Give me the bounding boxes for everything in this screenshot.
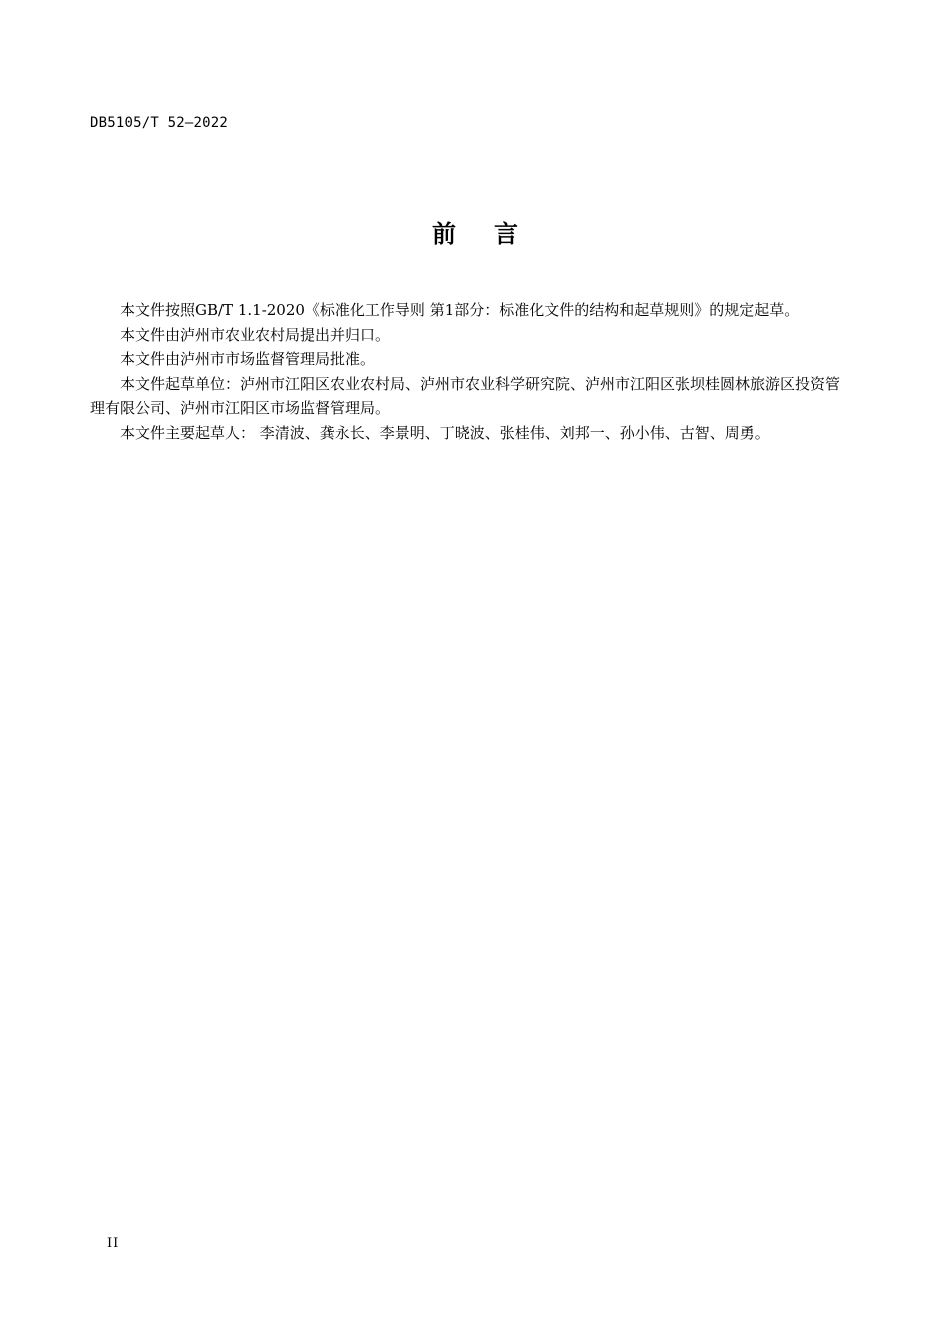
- foreword-body: [90, 298, 840, 445]
- paragraph-proposer: 本文件由泸州市农业农村局提出并归口。: [120, 325, 391, 344]
- page-title: [0, 214, 950, 249]
- paragraph-drafting-rules: 本文件按照GB/T 1.1-2020《标准化工作导则 第1部分：标准化文件的结构和起草规则》的规定起草。: [120, 301, 800, 319]
- title-part-1: 前: [432, 220, 456, 248]
- paragraph-drafting-units: 本文件起草单位：泸州市江阳区农业农村局、泸州市农业科学研究院、泸州市江阳区张坝桂圆林旅游区投资管理有限公司、泸州市江阳区市场监督管理局。: [90, 374, 841, 417]
- title-part-2: 言: [494, 220, 518, 248]
- document-code: DB5105/T 52—2022: [90, 115, 229, 131]
- paragraph-approver: 本文件由泸州市市场监督管理局批准。: [120, 350, 376, 368]
- page-number: II: [107, 1236, 120, 1251]
- paragraph-drafters: 本文件主要起草人： 李清波、龚永长、李景明、丁晓波、张桂伟、刘邦一、孙小伟、古智、周勇。: [120, 423, 770, 442]
